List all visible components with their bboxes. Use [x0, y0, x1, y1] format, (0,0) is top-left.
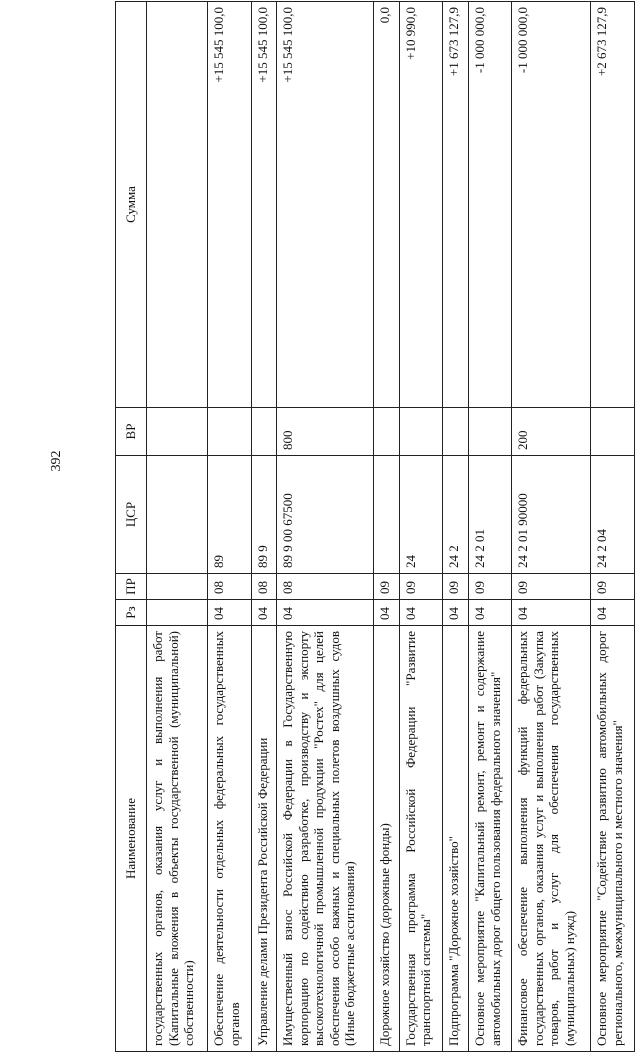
row-pr: 08: [208, 574, 251, 600]
row-vr: [374, 408, 400, 456]
row-sum: +2 673 127,9: [591, 2, 635, 408]
row-csr: [147, 456, 208, 574]
row-csr: 24 2: [443, 456, 469, 574]
row-rz: 04: [443, 600, 469, 626]
row-csr: [374, 456, 400, 574]
table-row: [208, 2, 251, 1052]
row-sum: +15 545 100,0: [251, 2, 277, 408]
budget-table: [115, 1, 635, 1052]
row-vr: [251, 408, 277, 456]
row-csr: 89: [208, 456, 251, 574]
column-header-vr: ВР: [116, 408, 147, 456]
row-rz: 04: [208, 600, 251, 626]
row-rz: [147, 600, 208, 626]
row-vr: [208, 408, 251, 456]
row-csr: 89 9: [251, 456, 277, 574]
row-pr: 09: [591, 574, 635, 600]
table-row: [251, 2, 277, 1052]
row-vr: [469, 408, 512, 456]
table-row: [277, 2, 374, 1052]
table-row: [591, 2, 635, 1052]
column-header-name: Наименование: [116, 626, 147, 1052]
row-vr: [399, 408, 442, 456]
table-header-row: [116, 2, 147, 1052]
row-name: Подпрограмма "Дорожное хозяйство": [443, 626, 469, 1052]
table-row: [443, 2, 469, 1052]
row-pr: 08: [277, 574, 374, 600]
row-vr: [591, 408, 635, 456]
row-name: Обеспечение деятельности отдельных федеральных государственных органов: [208, 626, 251, 1052]
row-sum: -1 000 000,0: [469, 2, 512, 408]
table-row: [399, 2, 442, 1052]
column-header-csr: ЦСР: [116, 456, 147, 574]
row-sum: +10 990,0: [399, 2, 442, 408]
row-csr: 24 2 04: [591, 456, 635, 574]
row-rz: 04: [374, 600, 400, 626]
row-csr: 89 9 00 67500: [277, 456, 374, 574]
row-sum: +15 545 100,0: [277, 2, 374, 408]
row-name: Дорожное хозяйство (дорожные фонды): [374, 626, 400, 1052]
row-csr: 24 2 01 90000: [512, 456, 591, 574]
row-sum: +1 673 127,9: [443, 2, 469, 408]
row-rz: 04: [591, 600, 635, 626]
row-pr: [147, 574, 208, 600]
table-row: [147, 2, 208, 1052]
row-name: Имущественный взнос Российской Федерации в Государственную корпорацию по содействию разработке, производству и экспорту высокотехнологичной промышленной продукции "Ростех" для целей обеспечения особо важных и специальных полетов воздушных судов (Иные бюджетные ассигнования): [277, 626, 374, 1052]
row-name: Финансовое обеспечение выполнения функций федеральных государственных органов, оказания услуг и выполнения работ (Закупка товаров, работ и услуг для обеспечения государственных (муниципальных) нужд): [512, 626, 591, 1052]
row-vr: 200: [512, 408, 591, 456]
column-header-rz: Рз: [116, 600, 147, 626]
row-name: государственных органов, оказания услуг и выполнения работ (Капитальные вложения в объекты государственной (муниципальной) собственности): [147, 626, 208, 1052]
row-csr: 24: [399, 456, 442, 574]
row-vr: 800: [277, 408, 374, 456]
page-number: 392: [49, 450, 64, 472]
row-sum: -1 000 000,0: [512, 2, 591, 408]
row-csr: 24 2 01: [469, 456, 512, 574]
table-row: [469, 2, 512, 1052]
row-rz: 04: [469, 600, 512, 626]
column-header-pr: ПР: [116, 574, 147, 600]
row-rz: 04: [277, 600, 374, 626]
row-pr: 09: [469, 574, 512, 600]
row-name: Управление делами Президента Российской Федерации: [251, 626, 277, 1052]
table-row: [374, 2, 400, 1052]
budget-table-frame: [115, 2, 635, 1052]
row-pr: 09: [512, 574, 591, 600]
row-vr: [443, 408, 469, 456]
row-rz: 04: [251, 600, 277, 626]
row-pr: 09: [443, 574, 469, 600]
row-rz: 04: [399, 600, 442, 626]
row-rz: 04: [512, 600, 591, 626]
row-pr: 09: [374, 574, 400, 600]
row-sum: [147, 2, 208, 408]
row-name: Основное мероприятие "Капитальный ремонт, ремонт и содержание автомобильных дорог общего пользования федерального значения": [469, 626, 512, 1052]
row-name: Основное мероприятие "Содействие развитию автомобильных дорог регионального, межмуниципального и местного значения": [591, 626, 635, 1052]
row-vr: [147, 408, 208, 456]
row-pr: 08: [251, 574, 277, 600]
row-pr: 09: [399, 574, 442, 600]
row-sum: +15 545 100,0: [208, 2, 251, 408]
row-sum: 0,0: [374, 2, 400, 408]
row-name: Государственная программа Российской Федерации "Развитие транспортной системы": [399, 626, 442, 1052]
table-row: [512, 2, 591, 1052]
column-header-sum: Сумма: [116, 2, 147, 408]
